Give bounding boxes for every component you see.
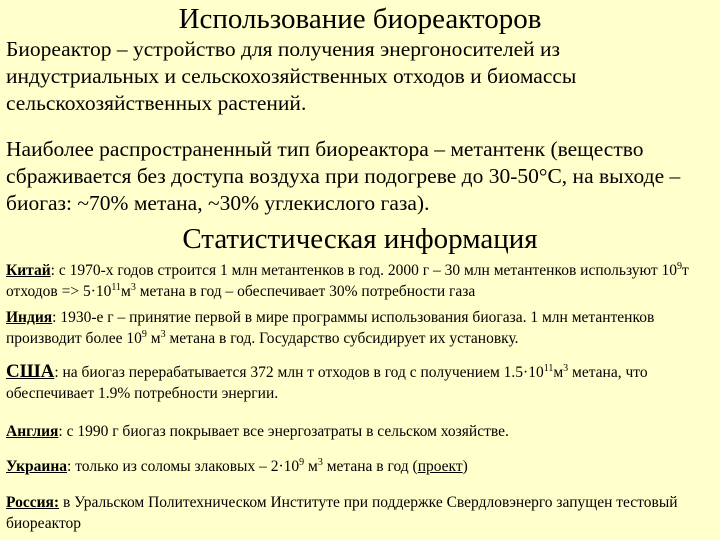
india-exp-2: 3 [160, 328, 166, 340]
usa-text-3: метана, что обеспечивает 1.9% потребности энергии. [6, 364, 648, 402]
stat-china [6, 260, 716, 302]
ukraine-text-3: метана в год ( [322, 458, 418, 475]
ukraine-text-1: : только из соломы злаковых – 2·10 [67, 458, 300, 475]
country-usa: США [6, 361, 55, 382]
china-exp-3: 3 [130, 281, 136, 293]
country-russia: Россия: [6, 494, 60, 511]
england-text-1: : с 1990 г биогаз покрывает все энергозатраты в сельском хозяйстве. [58, 423, 509, 440]
usa-exp-1: 11 [543, 362, 554, 374]
stat-ukraine [6, 456, 716, 477]
china-text-3: м [121, 283, 131, 300]
statistics-title: Статистическая информация [182, 223, 538, 255]
india-text-2: м [146, 330, 161, 347]
stat-russia [6, 492, 716, 534]
country-ukraine: Украина [6, 458, 68, 475]
country-china: Китай [6, 262, 51, 279]
india-text-3: метана в год. Государство субсидирует их установку. [165, 330, 519, 347]
bioreactor-definition: Биореактор – устройство для получения энергоносителей из индустриальных и сельскохозяйственных отходов и биомассы сельскохозяйственных растений. [6, 37, 577, 115]
stat-england [6, 421, 716, 442]
china-text-2: т отходов => 5·10 [6, 262, 689, 300]
china-text-1: : с 1970-х годов строится 1 млн метантенков в год. 2000 г – 30 млн метантенков используют 10 [50, 262, 678, 279]
usa-text-1: : на биогаз перерабатывается 372 млн т отходов в год с получением 1.5·10 [54, 364, 544, 381]
usa-exp-2: 3 [563, 362, 569, 374]
ukraine-project-link: проект [417, 458, 463, 475]
india-exp-1: 9 [141, 328, 147, 340]
stat-usa [6, 361, 716, 404]
country-england: Англия [6, 423, 59, 440]
methane-tank-description: Наиболее распространенный тип биореактора – метантенк (вещество сбраживается без доступа воздуха при подогреве до 30-50°С, на выходе – биогаз: ~70% метана, ~30% углекислого газа). [6, 137, 681, 215]
ukraine-exp-2: 3 [317, 456, 323, 468]
slide-title: Использование биореакторов [178, 3, 542, 35]
ukraine-text-2: м [304, 458, 318, 475]
china-exp-2: 11 [111, 281, 122, 293]
usa-text-2: м [553, 364, 564, 381]
china-exp-1: 9 [677, 260, 683, 272]
india-text-1: : 1930-е г – принятие первой в мире программы использования биогаза. 1 млн метантенков производит более 10 [6, 309, 655, 347]
ukraine-exp-1: 9 [299, 456, 305, 468]
ukraine-text-4: ) [462, 458, 468, 475]
china-text-4: метана в год – обеспечивает 30% потребности газа [135, 283, 476, 300]
stat-india [6, 307, 716, 349]
country-india: Индия [6, 309, 53, 326]
russia-text-1: в Уральском Политехническом Институте при поддержке Свердловэнерго запущен тестовый биореактор [6, 494, 678, 532]
